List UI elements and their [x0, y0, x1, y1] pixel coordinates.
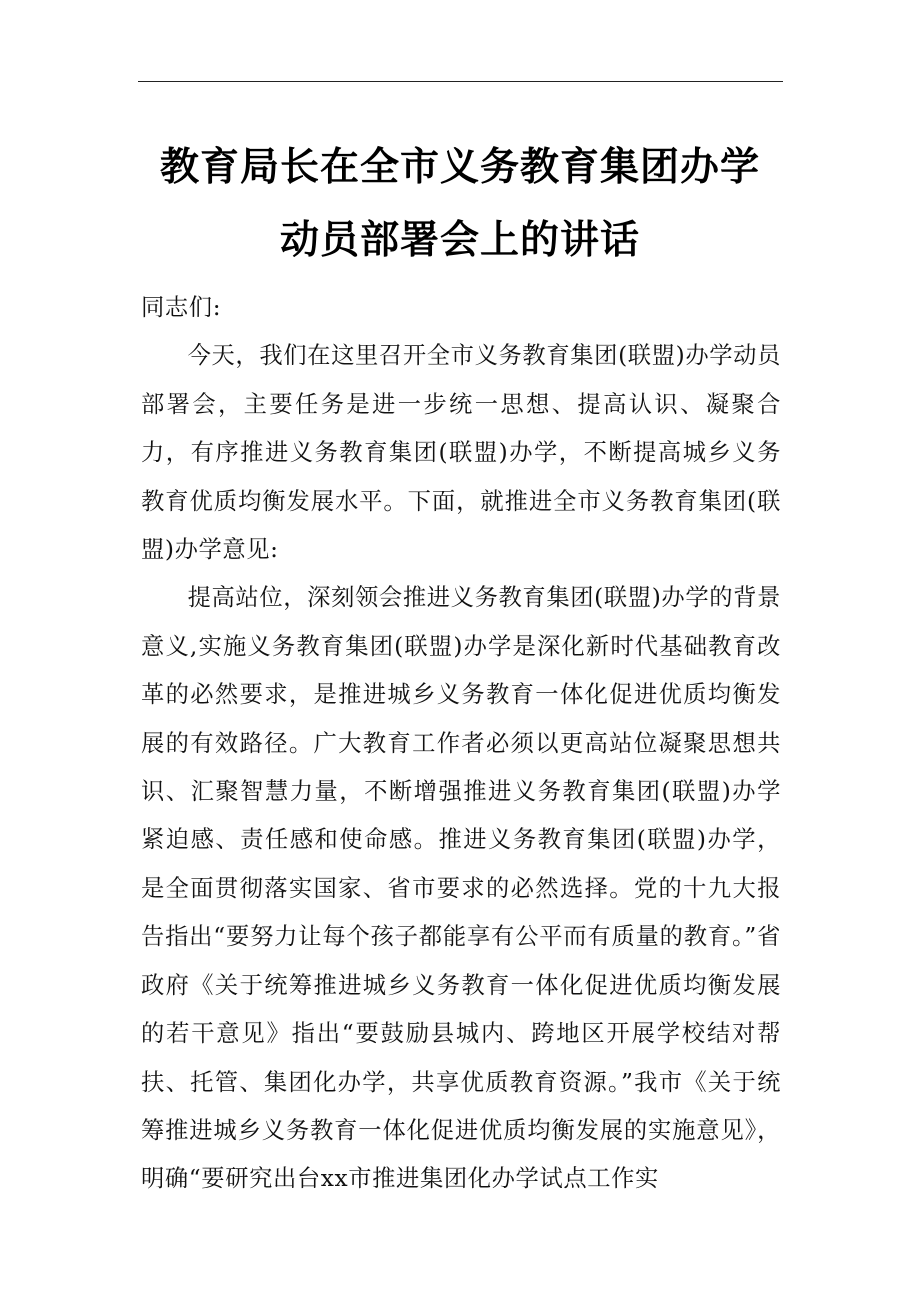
header-rule [138, 81, 783, 82]
document-title-line-2: 动员部署会上的讲话 [279, 218, 640, 263]
salutation: 同志们: [141, 294, 222, 321]
document-title-line-1: 教育局长在全市义务教育集团办学 [159, 145, 760, 190]
body-paragraph-1: 今天，我们在这里召开全市义务教育集团(联盟)办学动员部署会，主要任务是进一步统一思想、提高认识、凝聚合力，有序推进义务教育集团(联盟)办学，不断提高城乡义务教育优质均衡发展水平。下面，就推进全市义务教育集团(联盟)办学意见: [141, 342, 781, 564]
document-body [141, 284, 781, 1204]
body-paragraph-2: 提高站位，深刻领会推进义务教育集团(联盟)办学的背景意义,实施义务教育集团(联盟)办学是深化新时代基础教育改革的必然要求，是推进城乡义务教育一体化促进优质均衡发展的有效路径。广大教育工作者必须以更高站位凝聚思想共识、汇聚智慧力量，不断增强推进义务教育集团(联盟)办学紧迫感、责任感和使命感。推进义务教育集团(联盟)办学，是全面贯彻落实国家、省市要求的必然选择。党的十九大报告指出“要努力让每个孩子都能享有公平而有质量的教育。”省政府《关于统筹推进城乡义务教育一体化促进优质均衡发展的若干意见》指出“要鼓励县城内、跨地区开展学校结对帮扶、托管、集团化办学，共享优质教育资源。”我市《关于统筹推进城乡义务教育一体化促进优质均衡发展的实施意见》，明确“要研究出台xx市推进集团化办学试点工作实 [141, 584, 781, 1193]
